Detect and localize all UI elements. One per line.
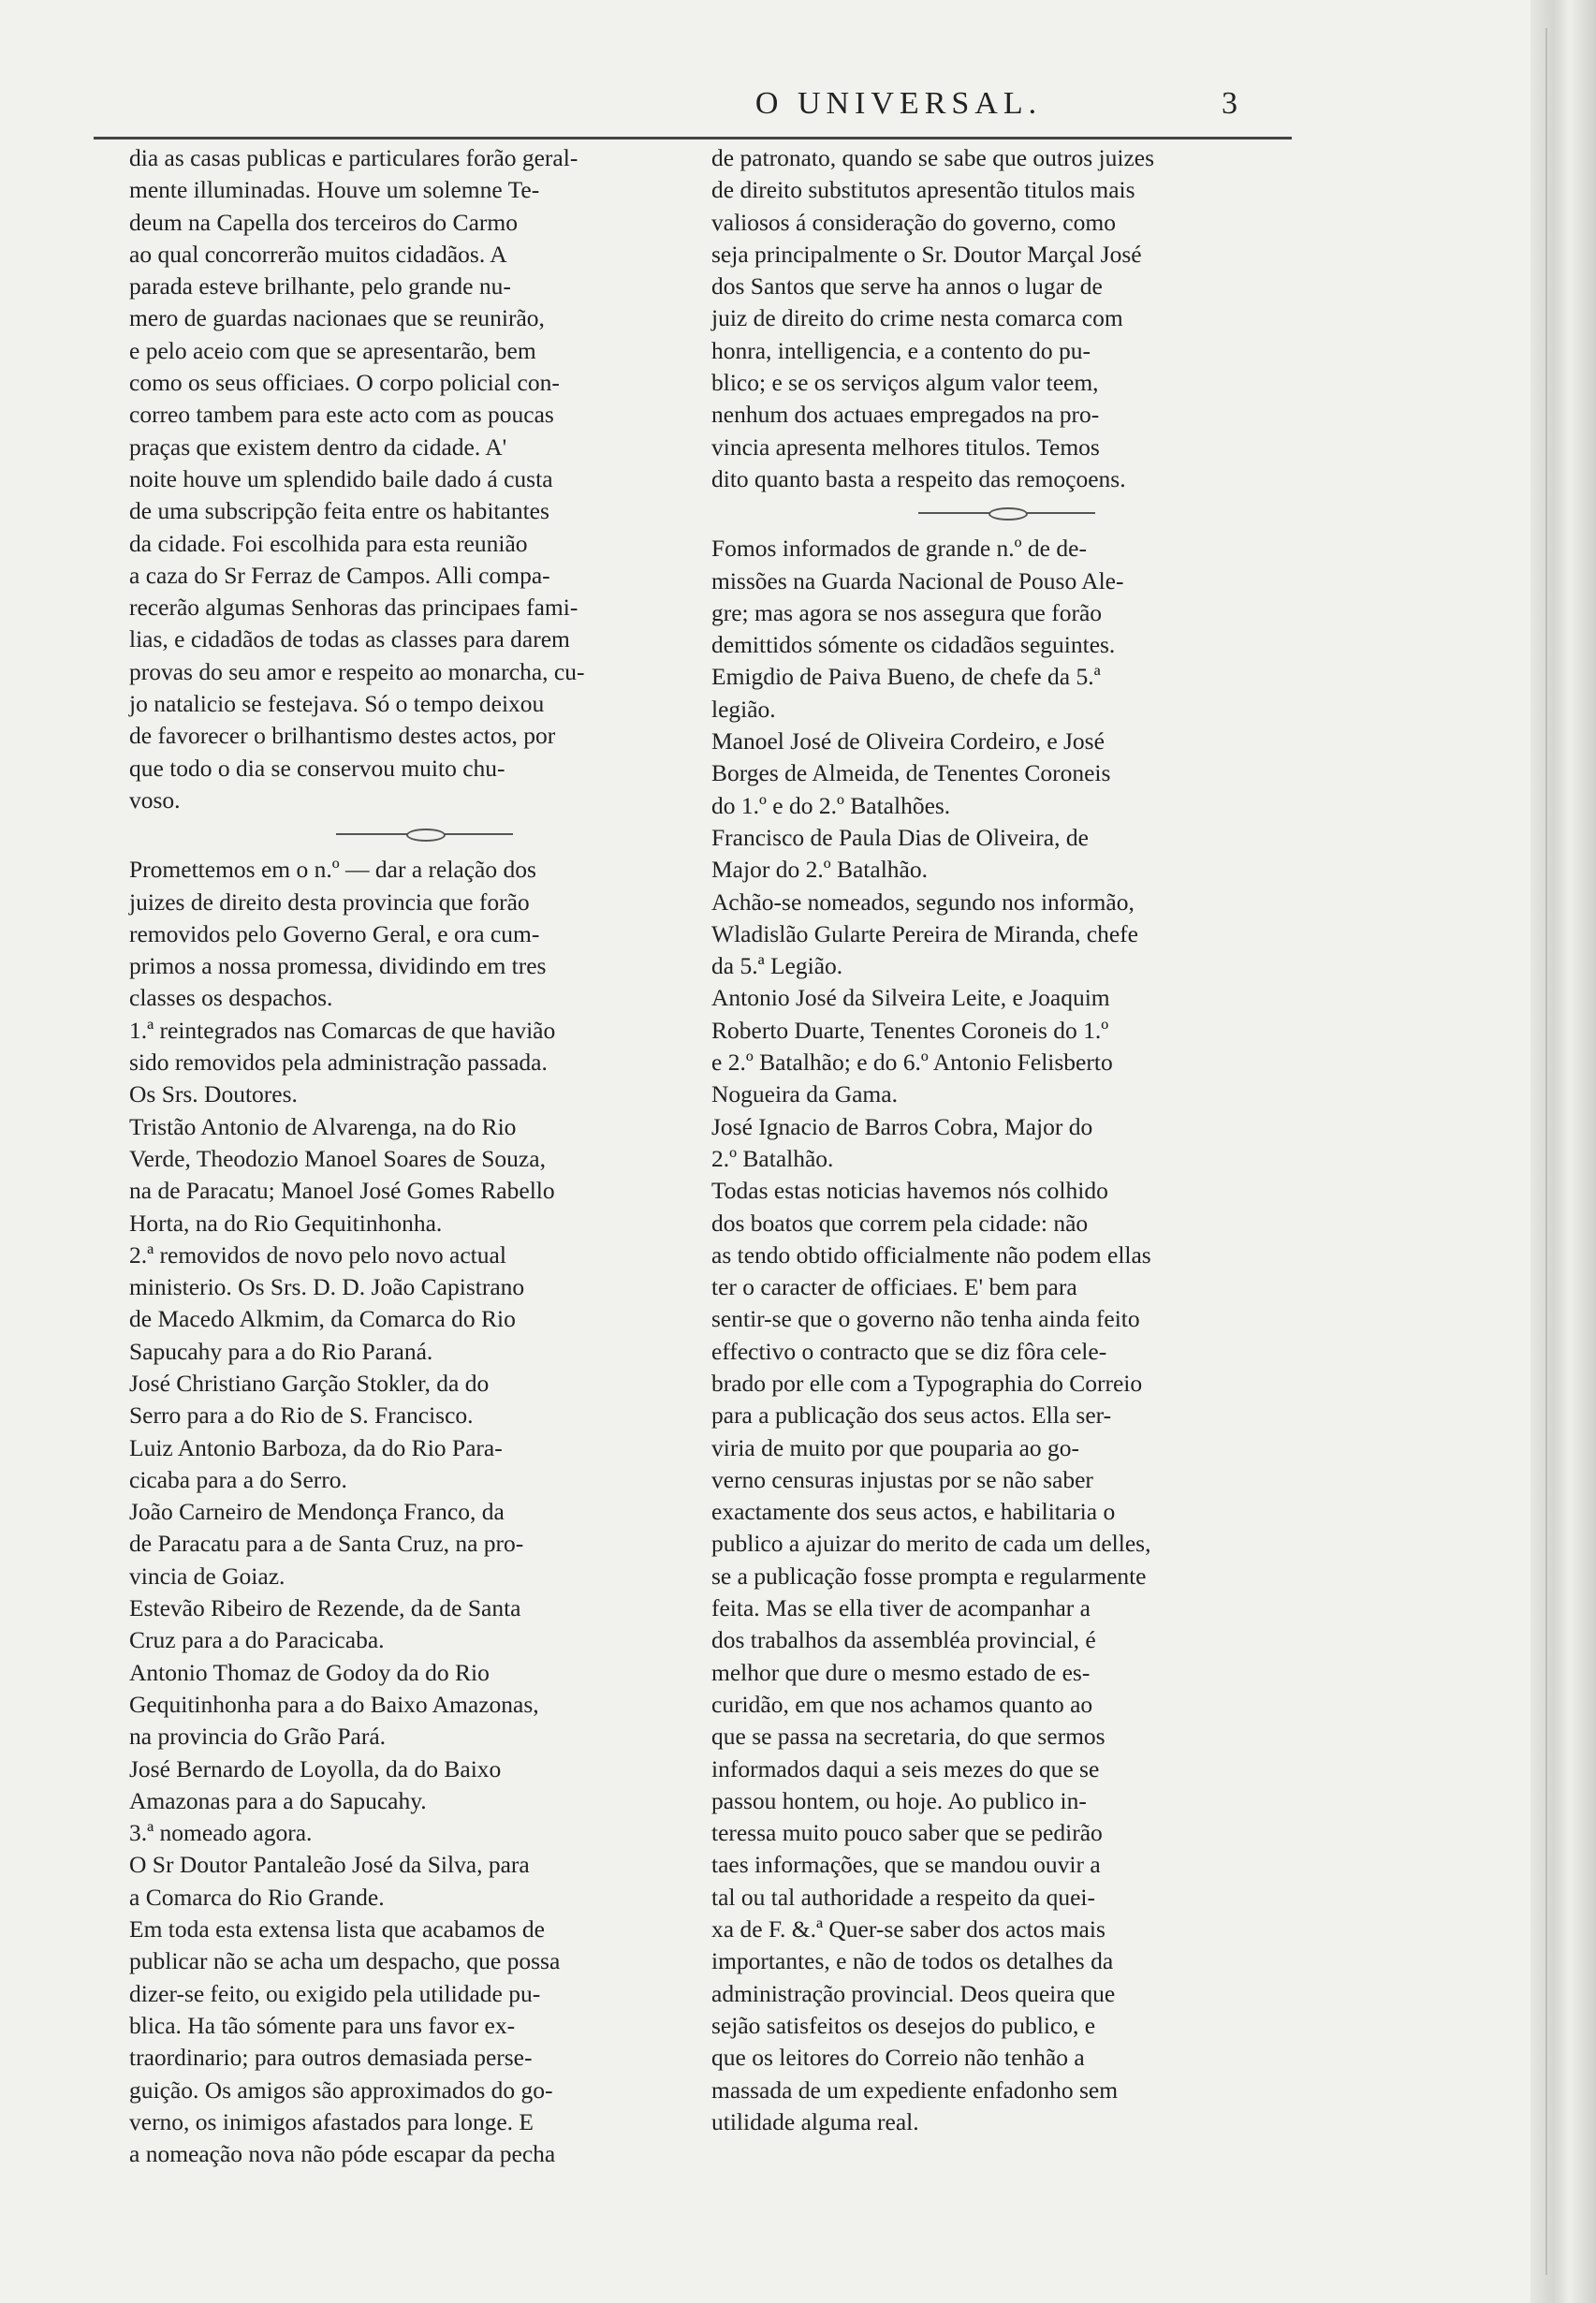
text-line: vincia de Goiaz. (129, 1562, 286, 1590)
text-line: Achão-se nomeados, segundo nos informão, (711, 887, 1135, 916)
text-line: cicaba para a do Serro. (129, 1465, 347, 1493)
text-line: ter o caracter de officiaes. E' bem para (711, 1273, 1077, 1301)
text-line: mente illuminadas. Houve um solemne Te- (129, 176, 540, 204)
text-line: passou hontem, ou hoje. Ao publico in- (711, 1786, 1087, 1814)
text-line: Antonio Thomaz de Godoy da do Rio (129, 1658, 490, 1686)
text-line: a Comarca do Rio Grande. (129, 1883, 385, 1911)
text-line: massada de um expediente enfadonho sem (711, 2076, 1119, 2104)
text-line: O Sr Doutor Pantaleão José da Silva, para (129, 1851, 530, 1879)
text-line: voso. (129, 785, 181, 814)
text-line: Wladislão Gularte Pereira de Miranda, chefe (711, 919, 1138, 947)
text-line: de patronato, quando se sabe que outros juizes (711, 144, 1155, 171)
text-line: dos trabalhos da assembléa provincial, é (711, 1626, 1096, 1654)
text-line: recerão algumas Senhoras das principaes fami- (129, 594, 578, 622)
text-line: honra, intelligencia, e a contento do pu- (711, 336, 1091, 364)
text-line: importantes, e não de todos os detalhes da (711, 1947, 1114, 1975)
text-line: Estevão Ribeiro de Rezende, da de Santa (129, 1594, 521, 1622)
text-line: a caza do Sr Ferraz de Campos. Alli compa- (129, 561, 550, 589)
text-line: effectivo o contracto que se diz fôra cele- (711, 1337, 1107, 1365)
text-line: Os Srs. Doutores. (129, 1080, 298, 1108)
text-line: nenhum dos actuaes empregados na pro- (711, 401, 1100, 429)
text-line: parada esteve brilhante, pelo grande nu- (129, 272, 511, 301)
page-edge-shadow (1530, 0, 1596, 2303)
text-line: as tendo obtido officialmente não podem ellas (711, 1240, 1151, 1269)
text-line: verno censuras injustas por se não saber (711, 1465, 1093, 1493)
text-line: missões na Guarda Nacional de Pouso Ale- (711, 566, 1124, 594)
text-line: teressa muito pouco saber que se pedirão (711, 1819, 1103, 1847)
text-line: na de Paracatu; Manoel José Gomes Rabello (129, 1177, 555, 1205)
text-line: sido removidos pela administração passada. (129, 1049, 548, 1077)
text-line: na provincia do Grão Pará. (129, 1723, 387, 1751)
text-line: legião. (711, 695, 776, 723)
text-line: mero de guardas nacionaes que se reunirão, (129, 304, 545, 332)
text-line: traordinario; para outros demasiada perse- (129, 2044, 533, 2072)
section-separator (129, 816, 719, 854)
text-line: praças que existem dentro da cidade. A' (129, 433, 507, 461)
text-line: dia as casas publicas e particulares forão geral- (129, 144, 578, 171)
text-line: demittidos sómente os cidadãos seguintes. (711, 631, 1116, 659)
text-line: administração provincial. Deos queira que (711, 1979, 1116, 2007)
text-line: dos Santos que serve ha annos o lugar de (711, 272, 1103, 301)
text-line: sentir-se que o governo não tenha ainda feito (711, 1305, 1140, 1333)
text-line: Horta, na do Rio Gequitinhonha. (129, 1209, 443, 1237)
text-line: vincia apresenta melhores titulos. Temos (711, 433, 1100, 461)
text-line: juiz de direito do crime nesta comarca com (711, 304, 1123, 332)
text-line: do 1.º e do 2.º Batalhões. (711, 791, 951, 819)
header-rule (94, 137, 1292, 139)
text-line: noite houve um splendido baile dado á custa (129, 464, 553, 492)
text-line: Promettemos em o n.º — dar a relação dos (129, 856, 536, 884)
text-line: curidão, em que nos achamos quanto ao (711, 1690, 1093, 1718)
text-line: Tristão Antonio de Alvarenga, na do Rio (129, 1112, 517, 1140)
text-line: José Ignacio de Barros Cobra, Major do (711, 1112, 1093, 1140)
text-line: Sapucahy para a do Rio Paraná. (129, 1337, 433, 1365)
text-line: lias, e cidadãos de todas as classes para darem (129, 625, 570, 653)
section-separator (711, 495, 1301, 533)
text-line: e pelo aceio com que se apresentarão, bem (129, 336, 536, 364)
text-line: José Bernardo de Loyolla, da do Baixo (129, 1754, 502, 1782)
text-line: Francisco de Paula Dias de Oliveira, de (711, 823, 1089, 851)
text-line: Nogueira da Gama. (711, 1080, 898, 1108)
text-line: valiosos á consideração do governo, como (711, 208, 1116, 236)
text-line: para a publicação dos seus actos. Ella ser- (711, 1401, 1112, 1430)
text-line: guição. Os amigos são approximados do go- (129, 2076, 553, 2104)
text-line: 3.ª nomeado agora. (129, 1819, 313, 1847)
text-line: blico; e se os serviços algum valor teem, (711, 369, 1099, 397)
text-line: Fomos informados de grande n.º de de- (711, 535, 1087, 563)
text-line: de uma subscripção feita entre os habitantes (129, 497, 549, 525)
text-line: blica. Ha tão sómente para uns favor ex- (129, 2011, 516, 2039)
left-column (129, 142, 719, 2170)
text-line: publico a ajuizar do merito de cada um delles, (711, 1530, 1151, 1558)
text-line: deum na Capella dos terceiros do Carmo (129, 208, 518, 236)
text-line: brado por elle com a Typographia do Correio (711, 1369, 1143, 1397)
right-column (711, 142, 1301, 2138)
text-line: a nomeação nova não póde escapar da pecha (129, 2140, 556, 2168)
text-line: que todo o dia se conservou muito chu- (129, 754, 505, 782)
text-line: dito quanto basta a respeito das remoçoens. (711, 464, 1126, 492)
text-line: Amazonas para a do Sapucahy. (129, 1786, 427, 1814)
text-line: ao qual concorrerão muitos cidadãos. A (129, 240, 507, 268)
text-line: se a publicação fosse prompta e regularmente (711, 1562, 1147, 1590)
text-line: viria de muito por que pouparia ao go- (711, 1433, 1080, 1461)
text-line: melhor que dure o mesmo estado de es- (711, 1658, 1091, 1686)
text-line: da 5.ª Legião. (711, 952, 843, 980)
text-line: que se passa na secretaria, do que sermos (711, 1723, 1105, 1751)
text-line: Todas estas noticias havemos nós colhido (711, 1177, 1108, 1205)
text-line: Cruz para a do Paracicaba. (129, 1626, 385, 1654)
text-line: feita. Mas se ella tiver de acompanhar a (711, 1594, 1091, 1622)
text-line: ministerio. Os Srs. D. D. João Capistrano (129, 1273, 525, 1301)
text-line: Borges de Almeida, de Tenentes Coroneis (711, 759, 1111, 787)
text-line: 2.ª removidos de novo pelo novo actual (129, 1240, 506, 1269)
text-line: tal ou tal authoridade a respeito da quei- (711, 1883, 1095, 1911)
text-line: Roberto Duarte, Tenentes Coroneis do 1.º (711, 1016, 1109, 1044)
text-line: Verde, Theodozio Manoel Soares de Souza, (129, 1144, 546, 1172)
text-line: exactamente dos seus actos, e habilitaria o (711, 1498, 1116, 1526)
text-line: José Christiano Garção Stokler, da do (129, 1369, 490, 1397)
text-line: da cidade. Foi escolhida para esta reunião (129, 529, 528, 557)
text-line: informados daqui a seis mezes do que se (711, 1754, 1100, 1782)
text-line: classes os despachos. (129, 984, 333, 1012)
text-line: Emigdio de Paiva Bueno, de chefe da 5.ª (711, 663, 1101, 691)
text-line: Em toda esta extensa lista que acabamos de (129, 1915, 545, 1944)
text-line: taes informações, que se mandou ouvir a (711, 1851, 1101, 1879)
text-line: 1.ª reintegrados nas Comarcas de que havião (129, 1016, 556, 1044)
text-line: removidos pelo Governo Geral, e ora cum- (129, 919, 540, 947)
text-line: e 2.º Batalhão; e do 6.º Antonio Felisberto (711, 1049, 1113, 1077)
text-line: verno, os inimigos afastados para longe. E (129, 2107, 534, 2135)
text-line: sejão satisfeitos os desejos do publico, e (711, 2011, 1096, 2039)
text-line: dos boatos que correm pela cidade: não (711, 1209, 1089, 1237)
text-line: de Macedo Alkmim, da Comarca do Rio (129, 1305, 516, 1333)
text-line: de favorecer o brilhantismo destes actos, por (129, 722, 556, 750)
text-line: xa de F. &.ª Quer-se saber dos actos mais (711, 1915, 1105, 1944)
text-line: utilidade alguma real. (711, 2107, 919, 2135)
text-line: Major do 2.º Batalhão. (711, 856, 928, 884)
text-line: dizer-se feito, ou exigido pela utilidade pu- (129, 1979, 541, 2007)
text-line: de Paracatu para a de Santa Cruz, na pro- (129, 1530, 524, 1558)
text-line: publicar não se acha um despacho, que possa (129, 1947, 561, 1975)
text-line: Serro para a do Rio de S. Francisco. (129, 1401, 474, 1430)
text-line: correo tambem para este acto com as poucas (129, 401, 554, 429)
text-line: Manoel José de Oliveira Cordeiro, e José (711, 727, 1105, 755)
text-line: 2.º Batalhão. (711, 1144, 834, 1172)
masthead-title: O UNIVERSAL. (754, 86, 1043, 121)
text-line: juizes de direito desta provincia que forão (129, 887, 530, 916)
text-line: que os leitores do Correio não tenhão a (711, 2044, 1085, 2072)
text-line: como os seus officiaes. O corpo policial con- (129, 369, 560, 397)
text-line: gre; mas agora se nos assegura que forão (711, 598, 1103, 626)
text-line: Luiz Antonio Barboza, da do Rio Para- (129, 1433, 503, 1461)
text-line: de direito substitutos apresentão titulos mais (711, 176, 1135, 204)
page-number: 3 (1222, 86, 1237, 121)
text-line: João Carneiro de Mendonça Franco, da (129, 1498, 505, 1526)
text-line: Antonio José da Silveira Leite, e Joaquim (711, 984, 1110, 1012)
text-line: seja principalmente o Sr. Doutor Marçal José (711, 240, 1142, 268)
text-line: primos a nossa promessa, dividindo em tres (129, 952, 547, 980)
text-line: jo natalicio se festejava. Só o tempo deixou (129, 690, 545, 718)
text-line: provas do seu amor e respeito ao monarcha, cu- (129, 657, 585, 685)
text-line: Gequitinhonha para a do Baixo Amazonas, (129, 1690, 539, 1718)
